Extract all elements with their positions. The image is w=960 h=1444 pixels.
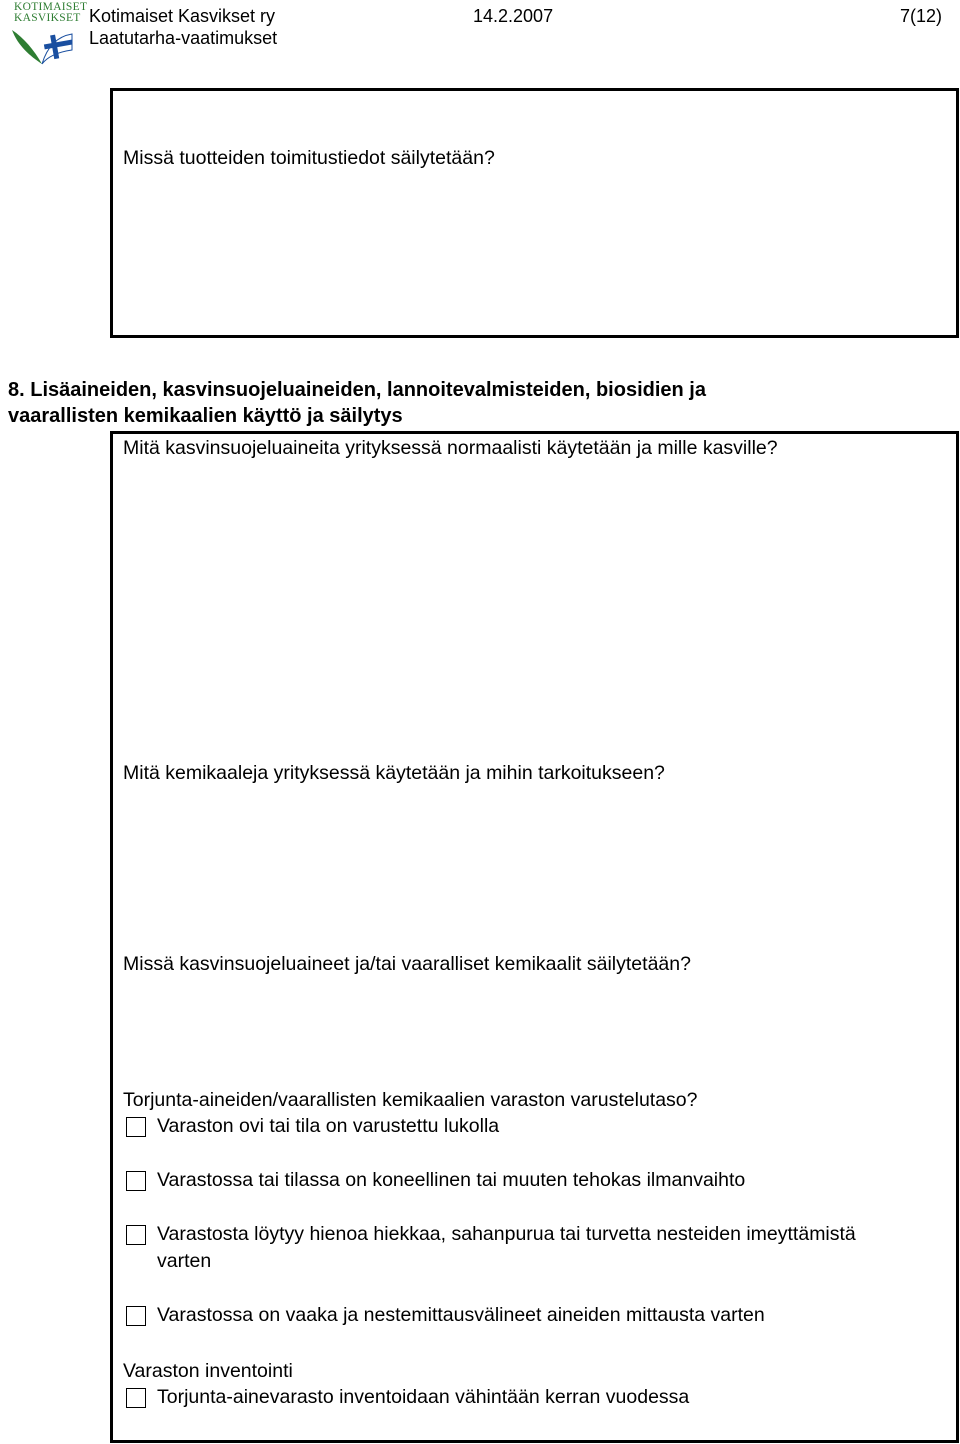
question-delivery-info: Missä tuotteiden toimitustiedot säilytetään? xyxy=(123,147,495,169)
question-chemicals: Mitä kemikaaleja yrityksessä käytetään ja mihin tarkoitukseen? xyxy=(123,762,665,784)
doc-subtitle: Laatutarha-vaatimukset xyxy=(89,28,278,48)
logo-line2: KASVIKSET xyxy=(14,12,81,24)
page-number: 7(12) xyxy=(900,6,943,26)
section-title-line1: 8. Lisäaineiden, kasvinsuojeluaineiden, lannoitevalmisteiden, biosidien ja xyxy=(8,379,706,401)
logo xyxy=(6,1,88,68)
question-equipment: Torjunta-aineiden/vaarallisten kemikaalien varaston varustelutaso? xyxy=(123,1089,698,1111)
logo-text xyxy=(14,2,87,24)
checkbox-measuring[interactable] xyxy=(126,1306,146,1326)
checkbox-lock[interactable] xyxy=(126,1117,146,1137)
leaf-flag-icon xyxy=(8,26,76,68)
answer-box-chemicals[interactable] xyxy=(110,431,959,1443)
doc-date: 14.2.2007 xyxy=(473,6,554,26)
org-name: Kotimaiset Kasvikset ry xyxy=(89,6,276,26)
inventory-heading: Varaston inventointi xyxy=(123,1360,293,1382)
label-absorbent: Varastosta löytyy hienoa hiekkaa, sahanpurua tai turvetta nesteiden imeyttämistä varten xyxy=(157,1223,856,1272)
checkbox-absorbent[interactable] xyxy=(126,1225,146,1245)
label-inventory: Torjunta-ainevarasto inventoidaan vähintään kerran vuodessa xyxy=(157,1386,690,1408)
label-measuring: Varastossa on vaaka ja nestemittausvälineet aineiden mittausta varten xyxy=(157,1304,765,1326)
label-lock: Varaston ovi tai tila on varustettu lukolla xyxy=(157,1115,500,1137)
label-ventilation: Varastossa tai tilassa on koneellinen tai muuten tehokas ilmanvaihto xyxy=(157,1169,746,1191)
checkbox-ventilation[interactable] xyxy=(126,1171,146,1191)
checkbox-inventory[interactable] xyxy=(126,1388,146,1408)
answer-box-delivery[interactable] xyxy=(110,88,959,338)
section-title-line2: vaarallisten kemikaalien käyttö ja säilytys xyxy=(8,405,403,427)
question-plant-protection: Mitä kasvinsuojeluaineita yrityksessä normaalisti käytetään ja mille kasville? xyxy=(123,437,778,459)
question-storage: Missä kasvinsuojeluaineet ja/tai vaaralliset kemikaalit säilytetään? xyxy=(123,953,691,975)
logo-line1: KOTIMAISET xyxy=(14,1,88,13)
